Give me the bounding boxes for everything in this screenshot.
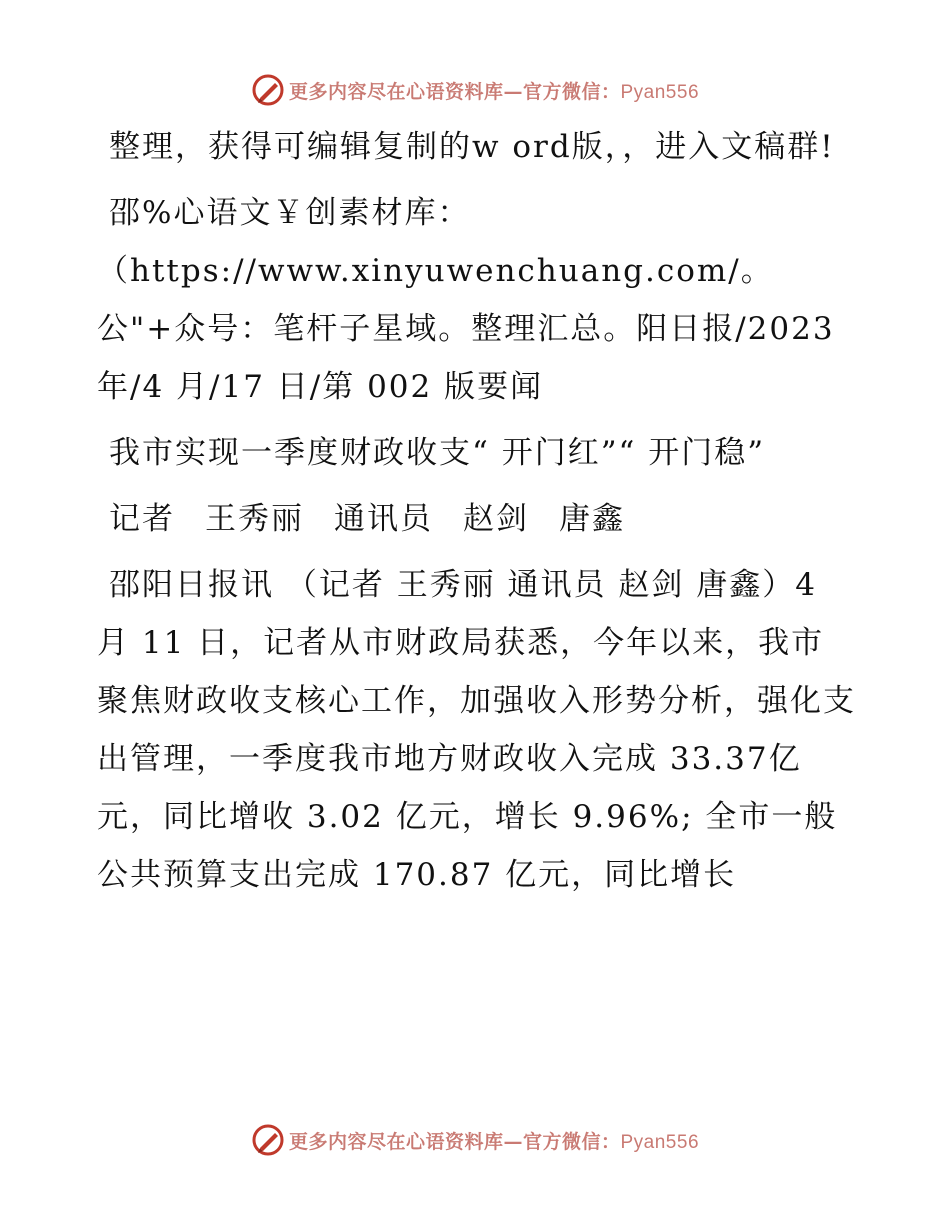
article-headline: 我市实现一季度财政收支“ 开门红”“ 开门稳” (109, 435, 766, 471)
correspondent-label: 通讯员 (334, 501, 433, 537)
header-banner-text: 更多内容尽在心语资料库—官方微信：Pyan556 (288, 80, 700, 103)
pen-logo-icon (251, 73, 285, 107)
correspondent-name-2: 唐鑫 (559, 501, 625, 537)
correspondent-name-1: 赵剑 (463, 501, 529, 537)
footer-banner-text: 更多内容尽在心语资料库—官方微信：Pyan556 (288, 1130, 700, 1153)
pen-logo-icon (251, 1123, 285, 1157)
reporter-label: 记者 (109, 501, 175, 537)
intro-paragraph: 整理，获得可编辑复制的w ord版，，进入文稿群! (109, 129, 835, 165)
source-paragraph: 邵%心语文￥创素材库：（https://www.xinyuwenchuang.com/。公"+众号：笔杆子星域。整理汇总。阳日报/2023 年/4 月/17 日/第 002 版要闻 (97, 195, 835, 405)
byline (97, 490, 857, 548)
document-body (97, 118, 857, 912)
reporter-name: 王秀丽 (205, 501, 304, 537)
header-banner (0, 70, 950, 110)
footer-banner (0, 1120, 950, 1160)
article-body: 邵阳日报讯 （记者 王秀丽 通讯员 赵剑 唐鑫）4 月 11 日，记者从市财政局获悉，今年以来，我市聚焦财政收支核心工作，加强收入形势分析，强化支出管理，一季度我市地方财政收入完成 33.37亿元，同比增收 3.02 亿元，增长 9.96%; 全市一般公共预算支出完成 170.87 亿元，同比增长 (97, 567, 856, 893)
